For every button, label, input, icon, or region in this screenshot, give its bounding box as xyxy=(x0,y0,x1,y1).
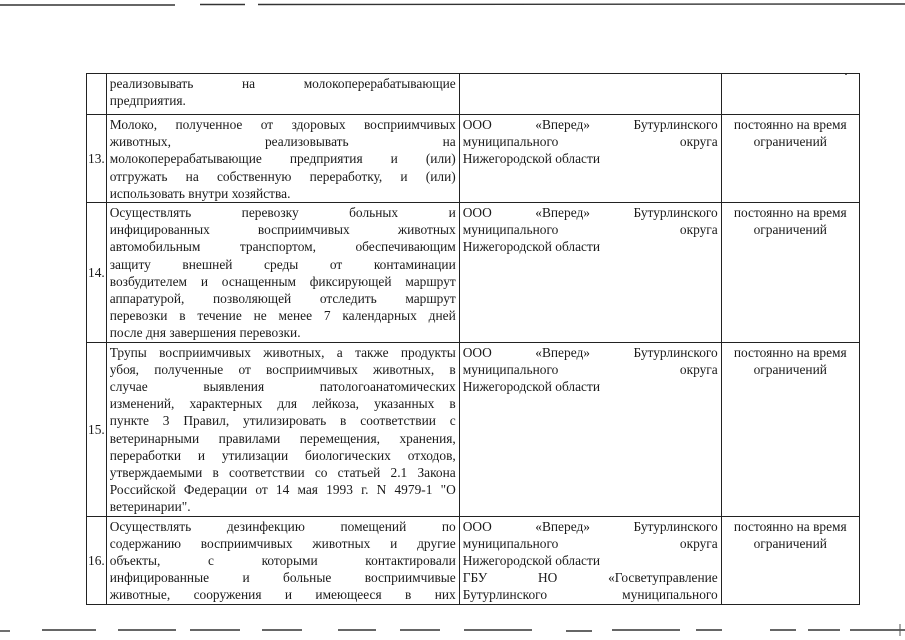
measure-cell xyxy=(106,203,459,343)
measure-line: утверждаемыми в соответствии со статьей 2.1 Закона xyxy=(109,465,456,481)
term-line: ограничений xyxy=(753,222,827,238)
term-cell xyxy=(721,203,859,343)
measure-line: Молоко, полученное от здоровых восприимчивых xyxy=(109,117,456,132)
row-number: 14. xyxy=(87,203,107,343)
scan-artifact-bottom xyxy=(0,624,905,638)
responsible-line: ООО «Вперед» Бутурлинского xyxy=(462,205,718,221)
row-number xyxy=(87,74,107,115)
measure-line: предприятия. xyxy=(109,93,186,109)
measure-line: животных, реализовывать на xyxy=(109,134,456,150)
measure-line: пункте 3 Правил, утилизировать в соответствии с xyxy=(109,413,456,429)
measure-cell xyxy=(106,342,459,516)
measure-line: Российской Федерации от 14 мая 1993 г. N 4979-1 "О xyxy=(109,482,456,498)
measure-line: содержанию восприимчивых животных и другие xyxy=(109,535,456,551)
responsible-cell xyxy=(459,74,721,115)
measure-line: убоя, полученные от восприимчивых животных, в xyxy=(109,361,456,377)
responsible-line: муниципального округа xyxy=(462,535,718,551)
term-cell xyxy=(721,342,859,516)
measures-table xyxy=(86,73,860,605)
responsible-line: муниципального округа xyxy=(462,134,718,150)
measure-line: защиту внешней среды от контаминации xyxy=(109,256,456,272)
table-row xyxy=(87,516,860,604)
term-line: постоянно на время xyxy=(733,518,847,534)
measure-line: использовать внутри хозяйства. xyxy=(109,185,291,201)
term-cell xyxy=(721,516,859,604)
responsible-line: муниципального округа xyxy=(462,361,718,377)
responsible-line: ООО «Вперед» Бутурлинского xyxy=(462,518,718,534)
measure-line: Осуществлять дезинфекцию помещений по xyxy=(109,518,456,534)
measure-line: переработки и утилизации биологических отходов, xyxy=(109,447,456,463)
responsible-line: ООО «Вперед» Бутурлинского xyxy=(462,117,718,132)
measure-line: молокоперерабатывающие предприятия и (или) xyxy=(109,151,456,167)
measure-line: инфицированных восприимчивых животных xyxy=(109,222,456,238)
row-number: 16. xyxy=(87,516,107,604)
measure-line: объекты, с которыми контактировали xyxy=(109,553,456,569)
measure-line: ветеринарии". xyxy=(109,499,191,515)
responsible-cell xyxy=(459,203,721,343)
measure-line: Трупы восприимчивых животных, а также продукты xyxy=(109,344,456,360)
measure-line: изменений, характерных для лейкоза, указанных в xyxy=(109,396,456,412)
responsible-line: муниципального округа xyxy=(462,222,718,238)
responsible-line: ООО «Вперед» Бутурлинского xyxy=(462,344,718,360)
responsible-line: Бутурлинского муниципального xyxy=(462,587,718,603)
measure-line: случае выявления патологоанатомических xyxy=(109,379,456,395)
term-cell xyxy=(721,74,859,115)
measure-line: реализовывать на молокоперерабатывающие xyxy=(109,76,456,91)
scan-artifact-top xyxy=(0,2,905,8)
term-line: ограничений xyxy=(753,361,827,377)
responsible-line: Нижегородской области xyxy=(462,151,601,167)
responsible-cell xyxy=(459,516,721,604)
term-line: ограничений xyxy=(753,535,827,551)
term-line: ограничений xyxy=(753,134,827,150)
measure-line: инфицированные и больные восприимчивые xyxy=(109,570,456,586)
measure-line: автомобильным транспортом, обеспечивающим xyxy=(109,239,456,255)
table-row xyxy=(87,342,860,516)
measure-line: животные, сооружения и имеющееся в них xyxy=(109,587,456,603)
responsible-line: Нижегородской области xyxy=(462,379,601,395)
measure-line: после дня завершения перевозки. xyxy=(109,325,301,341)
term-line: постоянно на время xyxy=(733,117,847,132)
measure-cell xyxy=(106,516,459,604)
table-row xyxy=(87,74,860,115)
term-line: постоянно на время xyxy=(733,344,847,360)
term-line: постоянно на время xyxy=(733,205,847,221)
responsible-line: Нижегородской области xyxy=(462,553,601,569)
measure-cell xyxy=(106,74,459,115)
measure-line: отгружать на собственную переработку, и (или) xyxy=(109,168,456,184)
responsible-cell xyxy=(459,115,721,203)
row-number: 13. xyxy=(87,115,107,203)
term-cell xyxy=(721,115,859,203)
table-row xyxy=(87,203,860,343)
row-number: 15. xyxy=(87,342,107,516)
measure-cell xyxy=(106,115,459,203)
measure-line: ветеринарными правилами перемещения, хранения, xyxy=(109,430,456,446)
measure-line: возбудителем и оснащенным фиксирующей маршрут xyxy=(109,273,456,289)
table-row xyxy=(87,115,860,203)
responsible-cell xyxy=(459,342,721,516)
measure-line: перевозки в течение не менее 7 календарных дней xyxy=(109,308,456,324)
measure-line: Осуществлять перевозку больных и xyxy=(109,205,456,221)
measure-line: аппаратурой, позволяющей отследить маршрут xyxy=(109,291,456,307)
responsible-line: ГБУ НО «Госветуправление xyxy=(462,570,718,586)
responsible-line: Нижегородской области xyxy=(462,239,601,255)
